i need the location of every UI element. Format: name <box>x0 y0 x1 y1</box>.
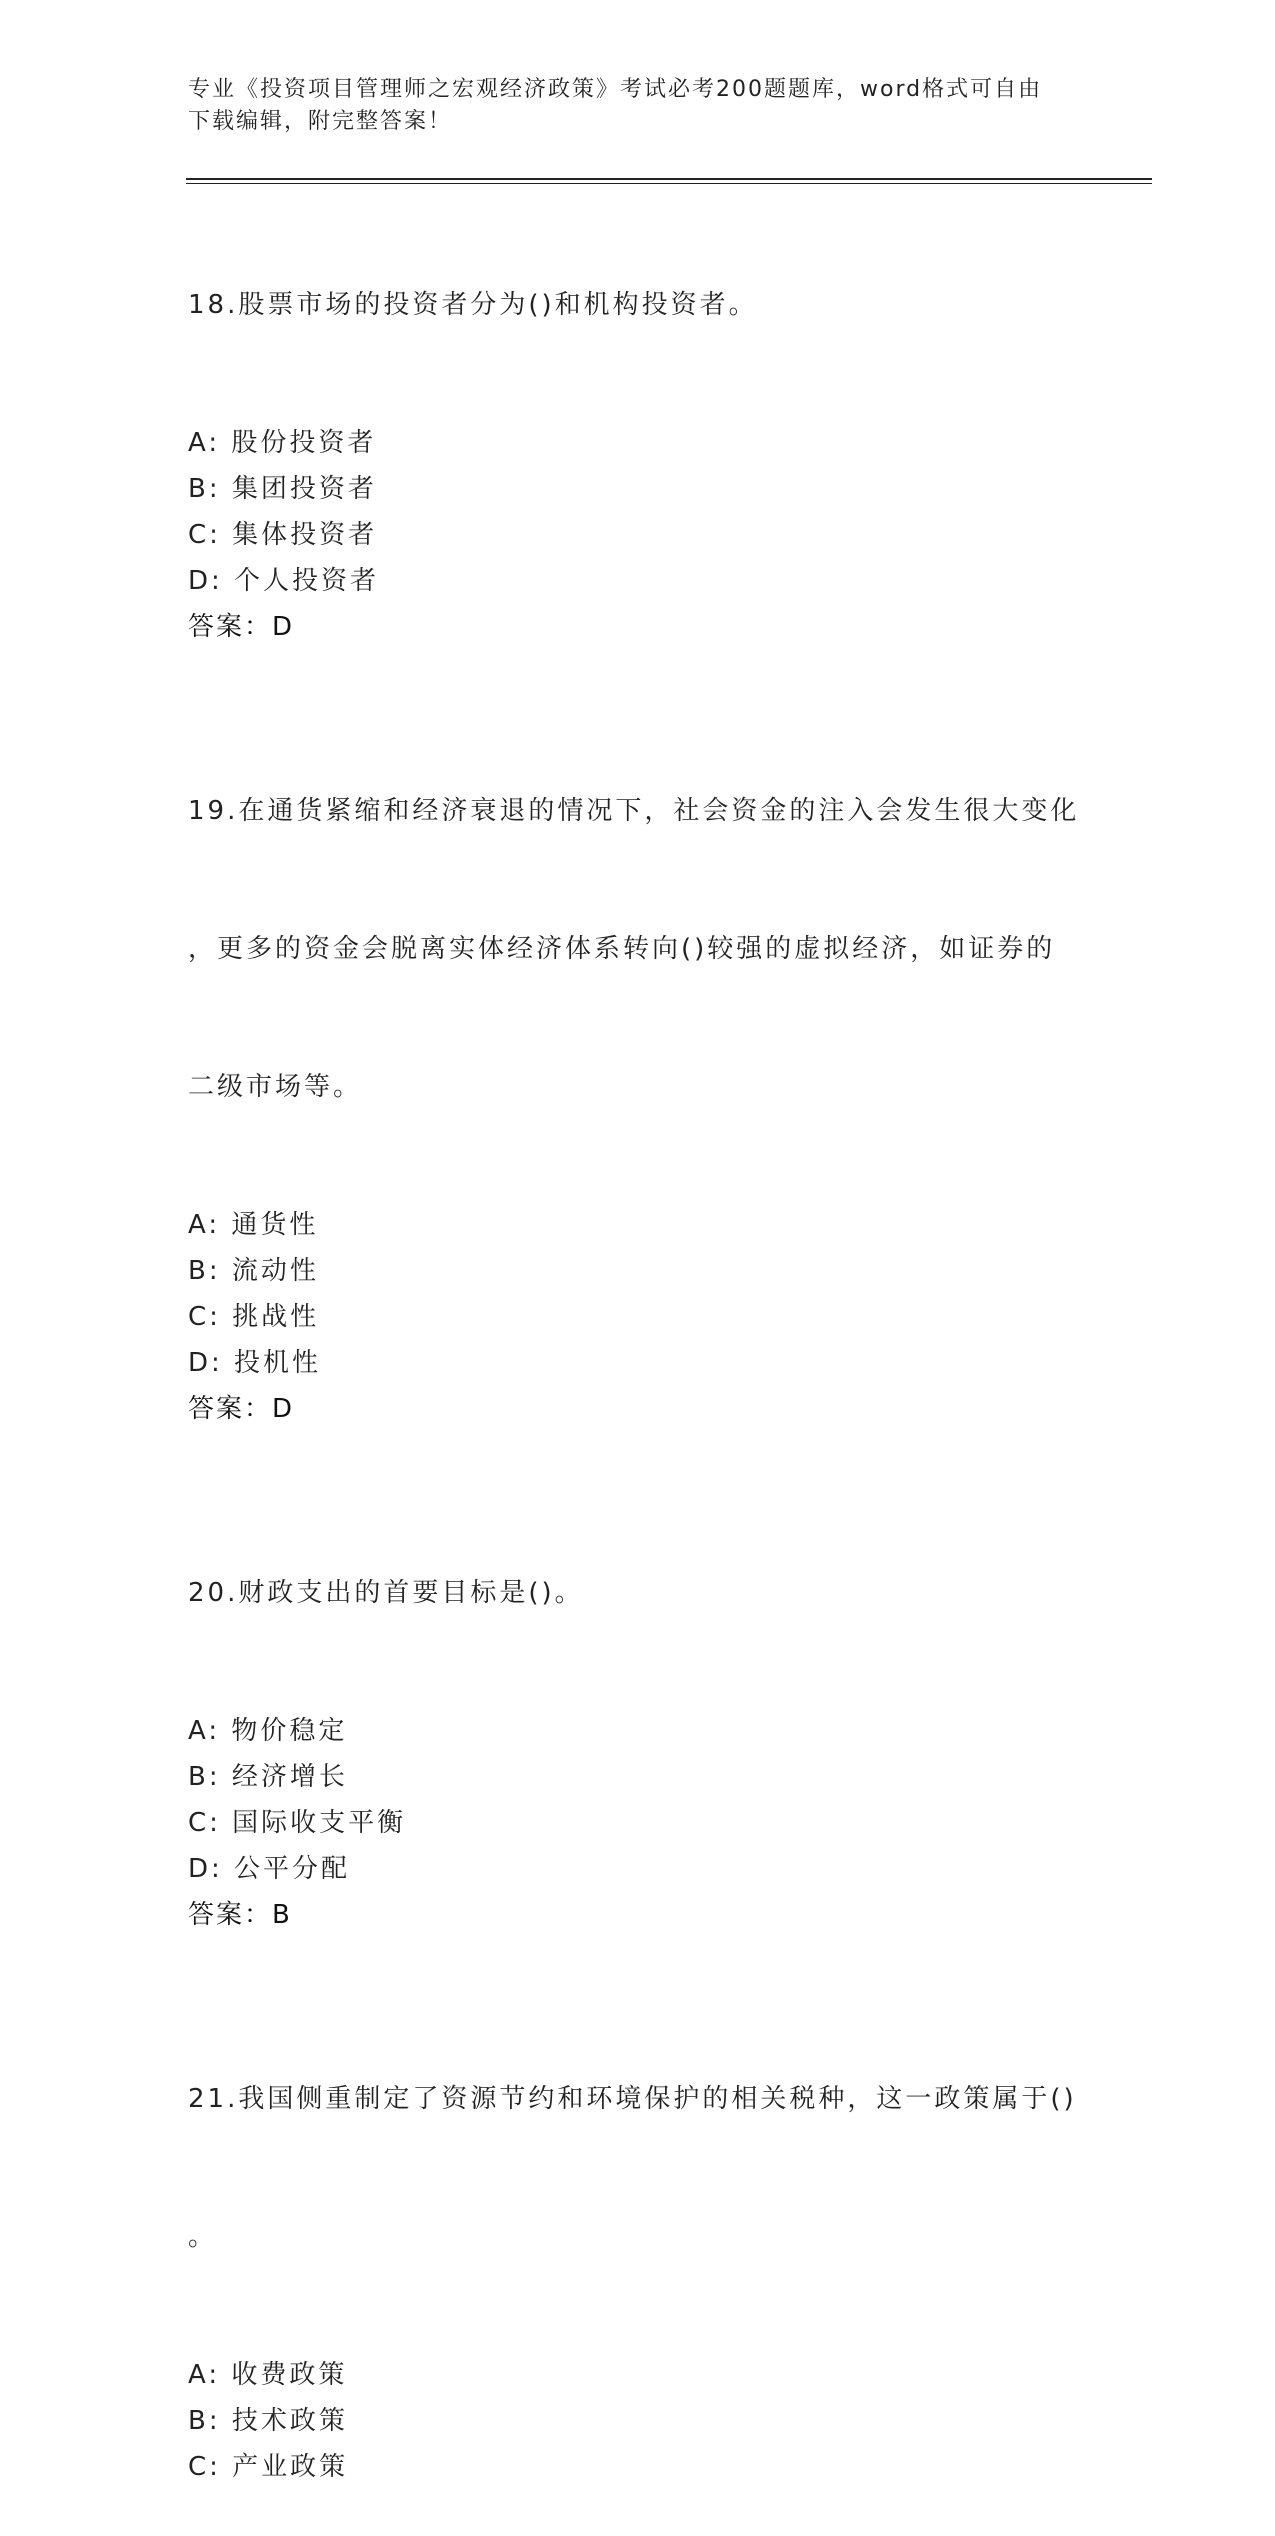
answer-line: 答案：D <box>188 612 295 642</box>
header-line: 下载编辑，附完整答案！ <box>188 109 453 134</box>
option-d: D: 公平分配 <box>188 1854 351 1884</box>
question-stem-line: 。 <box>188 2222 218 2252</box>
option-c: C: 集体投资者 <box>188 520 378 550</box>
question-stem <box>188 1984 1088 2352</box>
header-divider-thin <box>186 183 1152 184</box>
option-b: B: 经济增长 <box>188 1762 348 1792</box>
option-c: C: 国际收支平衡 <box>188 1808 407 1838</box>
option-a: A: 收费政策 <box>188 2360 348 2390</box>
question-stem-line: 19.在通货紧缩和经济衰退的情况下，社会资金的注入会发生很大变化 <box>188 796 1080 826</box>
option-c: C: 产业政策 <box>188 2452 349 2482</box>
question-stem-line: 二级市场等。 <box>188 1072 363 1102</box>
header-divider <box>186 178 1152 180</box>
option-b: B: 流动性 <box>188 1256 319 1286</box>
option-d: D: 投机性 <box>188 1348 322 1378</box>
option-a: A: 股份投资者 <box>188 428 377 458</box>
question-item <box>188 190 1088 650</box>
answer-line: 答案：B <box>188 1900 292 1930</box>
question-item <box>188 1478 1088 1938</box>
question-stem-line: 20.财政支出的首要目标是()。 <box>188 1578 584 1608</box>
question-stem <box>188 696 1088 1202</box>
question-item <box>188 696 1088 1432</box>
document-header <box>188 74 1088 138</box>
question-stem-line: 18.股票市场的投资者分为()和机构投资者。 <box>188 290 758 320</box>
option-c: C: 挑战性 <box>188 1302 320 1332</box>
question-item <box>188 1984 1088 2490</box>
answer-line: 答案：D <box>188 1394 295 1424</box>
question-stem-line: ，更多的资金会脱离实体经济体系转向()较强的虚拟经济，如证券的 <box>188 934 1056 964</box>
question-stem-line: 21.我国侧重制定了资源节约和环境保护的相关税种，这一政策属于() <box>188 2084 1077 2114</box>
option-a: A: 通货性 <box>188 1210 319 1240</box>
question-stem <box>188 190 1088 420</box>
option-d: D: 个人投资者 <box>188 566 380 596</box>
option-a: A: 物价稳定 <box>188 1716 348 1746</box>
option-b: B: 集团投资者 <box>188 474 377 504</box>
header-line: 专业《投资项目管理师之宏观经济政策》考试必考200题题库，word格式可自由 <box>188 77 1043 102</box>
question-list <box>188 190 1088 2536</box>
question-stem <box>188 1478 1088 1708</box>
option-b: B: 技术政策 <box>188 2406 348 2436</box>
